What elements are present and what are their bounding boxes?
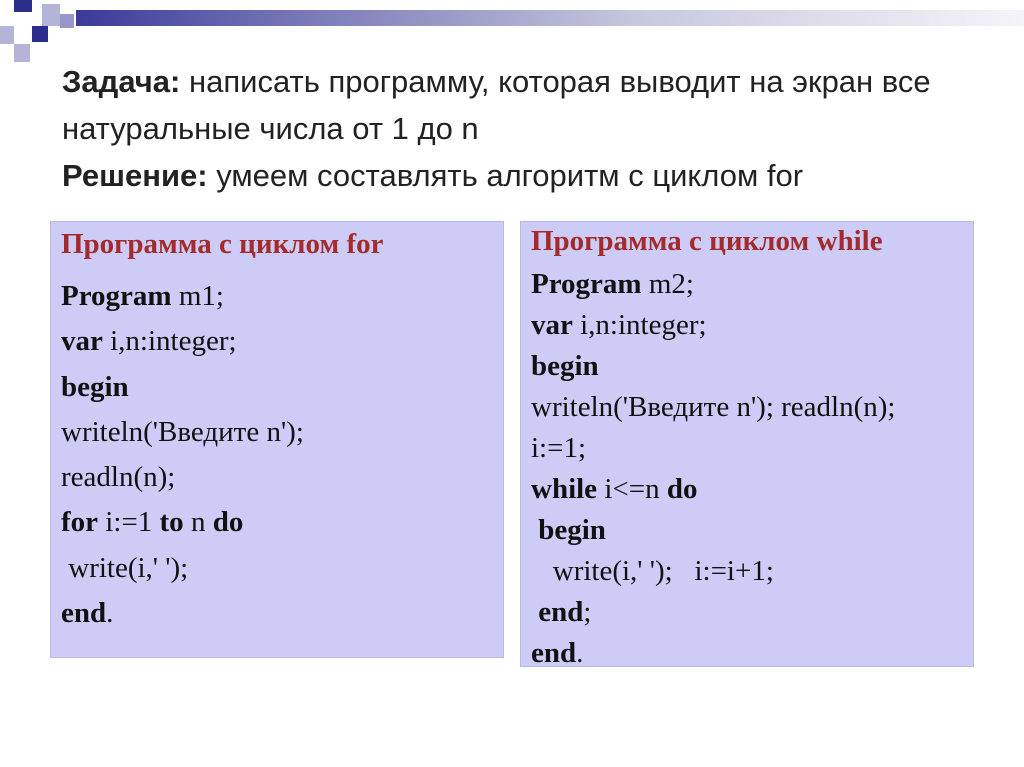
code-line — [531, 305, 895, 346]
code-line — [61, 500, 304, 545]
code-text: write(i,' '); i:=i+1; — [531, 555, 774, 587]
code-line — [531, 592, 895, 633]
code-keyword: begin — [531, 350, 599, 382]
code-keyword: end — [531, 637, 577, 669]
code-line — [61, 591, 304, 636]
code-keyword: for — [61, 506, 99, 539]
code-line — [531, 387, 895, 428]
task-label: Задача: — [62, 64, 181, 99]
solution-text: умеем составлять алгоритм с циклом for — [207, 158, 804, 193]
decor-square — [32, 26, 48, 42]
code-line — [61, 274, 304, 319]
decor-square — [42, 4, 60, 26]
code-text: i:=1 — [98, 506, 160, 539]
code-line — [531, 551, 895, 592]
code-text: . — [576, 637, 584, 669]
while-loop-code — [531, 264, 895, 674]
code-keyword: Program — [61, 280, 172, 312]
code-line — [61, 319, 304, 364]
decor-square — [0, 26, 14, 44]
decor-square — [14, 0, 32, 12]
code-keyword: begin — [61, 370, 129, 403]
code-line — [531, 346, 895, 387]
code-keyword: begin — [531, 514, 606, 546]
code-line — [531, 633, 895, 674]
code-keyword: while — [531, 473, 598, 505]
code-keyword: do — [212, 506, 244, 539]
code-text: i:=1; — [531, 432, 587, 464]
solution-label: Решение: — [62, 158, 208, 193]
task-text: написать программу, которая выводит на экран все натуральные числа от 1 до n — [62, 64, 931, 146]
code-text: readln(n); — [61, 461, 176, 494]
while-loop-program-box — [520, 221, 974, 667]
intro-text — [62, 58, 1002, 199]
code-line — [531, 469, 895, 510]
code-line — [61, 455, 304, 500]
code-text: ; — [583, 596, 592, 628]
decor-square — [14, 44, 30, 62]
code-text: writeln('Введите n'); — [61, 415, 304, 448]
code-keyword: end — [531, 596, 584, 628]
code-line — [531, 428, 895, 469]
code-text: m1; — [171, 280, 224, 312]
code-text: . — [106, 597, 114, 630]
code-keyword: do — [666, 473, 698, 505]
code-keyword: to — [159, 506, 184, 539]
code-text: n — [183, 506, 213, 539]
code-text: write(i,' '); — [61, 551, 189, 584]
code-line — [61, 546, 304, 591]
code-text: i,n:integer; — [102, 325, 237, 358]
header-gradient-bar — [76, 10, 1024, 26]
code-line — [531, 510, 895, 551]
code-line — [61, 410, 304, 455]
code-text: m2; — [641, 268, 694, 300]
code-keyword: var — [531, 309, 573, 341]
decor-square — [60, 14, 74, 28]
for-loop-code — [61, 274, 304, 636]
for-loop-title: Программа с циклом for — [61, 228, 384, 260]
code-text: i<=n — [597, 473, 667, 505]
code-line — [61, 365, 304, 410]
code-text: i,n:integer; — [572, 309, 707, 341]
code-keyword: var — [61, 325, 103, 358]
code-keyword: end — [61, 597, 107, 630]
code-text: writeln('Введите n'); readln(n); — [531, 391, 896, 423]
for-loop-program-box — [50, 221, 504, 658]
code-line — [531, 264, 895, 305]
code-keyword: Program — [531, 268, 642, 300]
while-loop-title: Программа с циклом while — [531, 225, 883, 257]
